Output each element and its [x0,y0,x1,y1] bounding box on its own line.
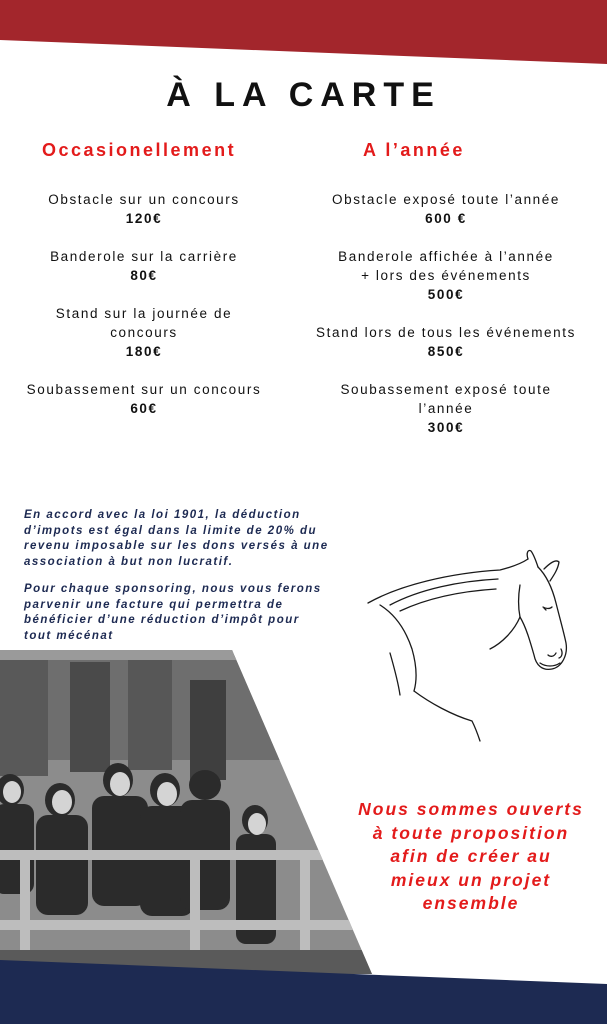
cta-line: Nous sommes ouverts [358,799,584,819]
offer-item [10,190,278,228]
offer-price: 500€ [427,287,465,302]
offer-item [10,247,278,285]
call-to-action [340,798,602,916]
offer-item [300,380,592,437]
note-line: d’impots est égal dans la limite de 20% du [24,524,318,537]
offer-item [300,323,592,361]
offer-price: 600 € [425,211,467,226]
cta-line: ensemble [422,893,520,913]
note-line: association à but non lucratif. [24,555,234,568]
offer-label: Obstacle sur un concours [48,192,240,207]
offer-price: 80€ [130,268,158,283]
cta-line: à toute proposition [372,822,570,843]
offer-price: 300€ [427,420,465,435]
note-line: En accord avec la loi 1901, la déduction [24,509,301,521]
invoice-note [24,582,374,644]
offer-item [300,190,592,228]
occasional-offers-list [10,190,278,437]
note-line: tout mécénat [24,629,114,642]
offer-label: Stand sur la journée de [55,306,233,321]
offer-label: Stand lors de tous les événements [316,325,576,340]
offer-item [300,247,592,304]
note-line: Pour chaque sponsoring, nous vous ferons [24,583,322,595]
note-line: bénéficier d’une réduction d’impôt pour [24,614,300,626]
note-line: parvenir une facture qui permettra de [24,598,284,611]
spectators-photo [0,650,372,974]
offer-item [10,304,278,361]
offer-label: Obstacle exposé toute l’année [331,192,561,207]
offer-price: 850€ [427,344,465,359]
column-heading-yearly: A l’année [363,140,465,160]
yearly-offers-list [300,190,592,456]
cta-line: afin de créer au [390,846,552,866]
offer-price: 180€ [125,344,163,359]
note-line: revenu imposable sur les dons versés à une [24,540,329,552]
bottom-navy-band [0,940,607,1024]
offer-label: Banderole sur la carrière [50,249,238,264]
offer-price: 120€ [125,211,163,226]
page-title: À LA CARTE [166,76,441,114]
offer-label: Banderole affichée à l’année [338,249,554,264]
offer-label: Soubassement sur un concours [26,382,262,397]
offer-price: 60€ [130,401,158,416]
tax-deduction-note [24,508,374,570]
horse-head-line-drawing-icon [360,545,590,745]
offer-label-line2: l’année [418,401,474,416]
column-heading-occasional: Occasionellement [42,140,237,160]
offer-label: Soubassement exposé toute [340,382,552,397]
offer-label-line2: concours [110,325,178,340]
cta-line: mieux un projet [390,869,552,890]
offer-label-line2: + lors des événements [361,268,531,283]
offer-item [10,380,278,418]
